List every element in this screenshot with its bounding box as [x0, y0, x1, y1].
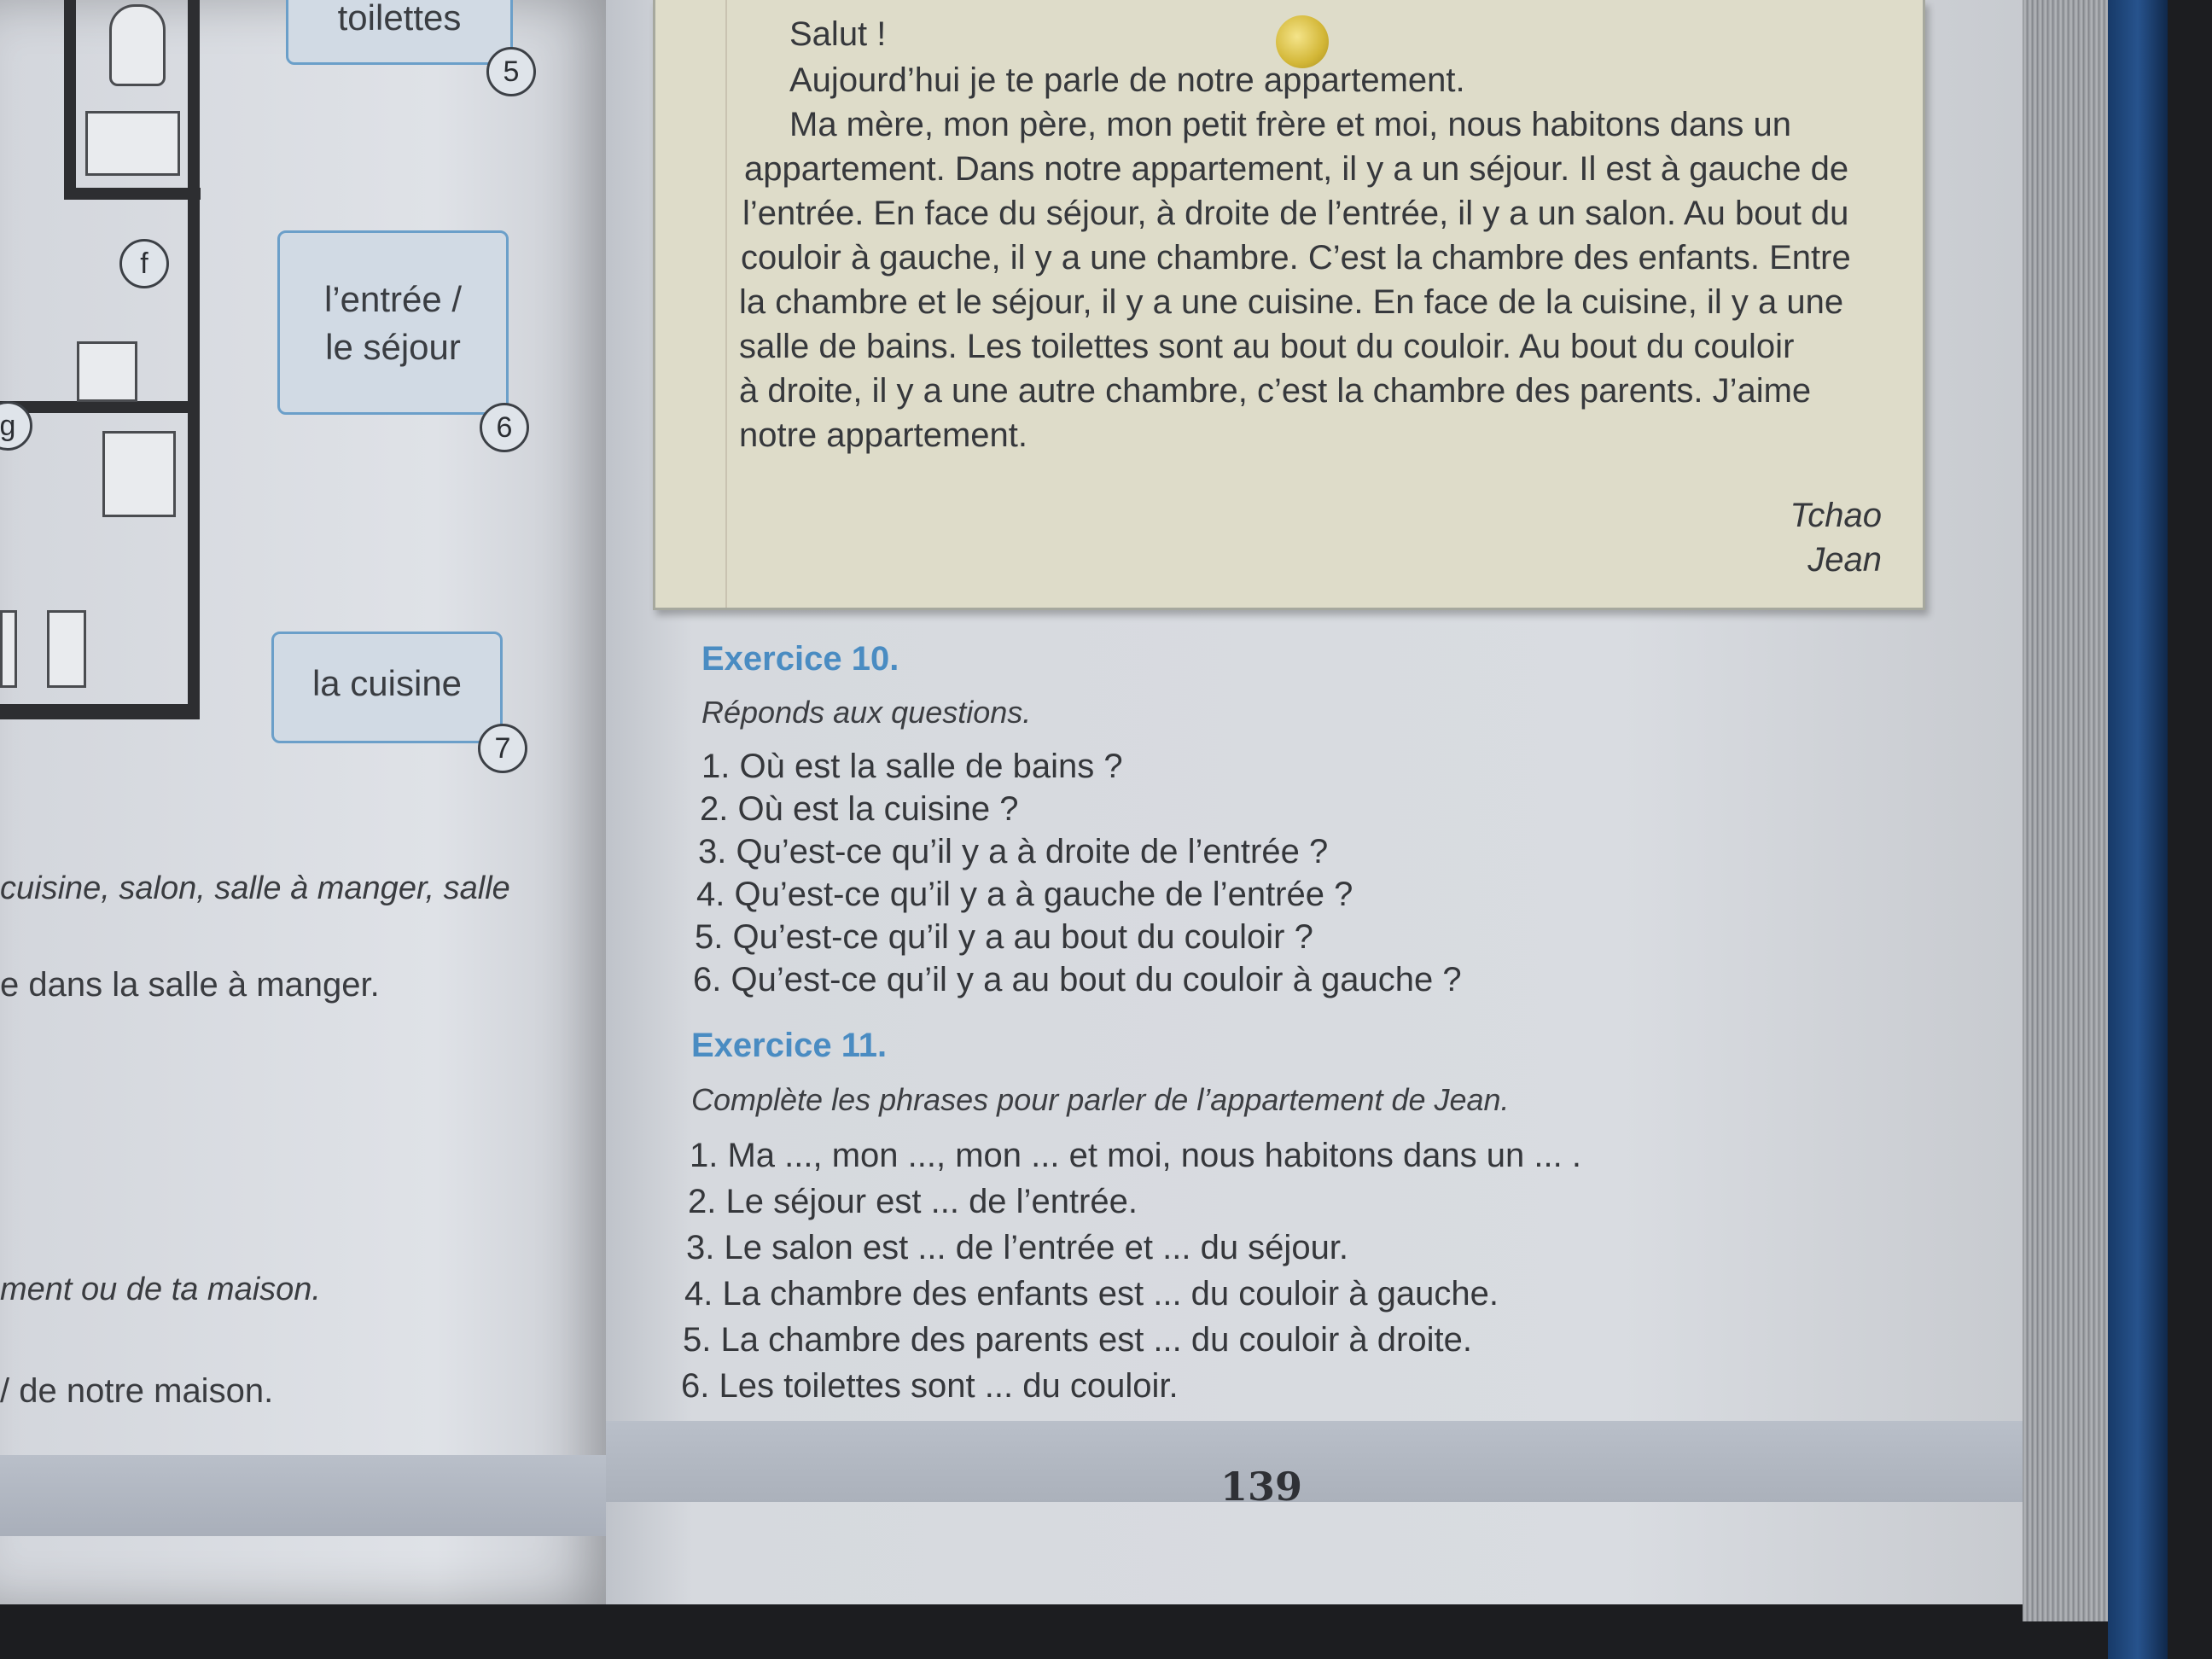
exercise-10-question: 6. Qu’est-ce qu’il y a au bout du couloir à gauche ? [693, 961, 1462, 998]
room-card-toilettes [286, 0, 513, 65]
letter-line: notre appartement. [739, 416, 1027, 454]
page-edges [2023, 0, 2116, 1621]
right-page-bottom-band [606, 1421, 2023, 1502]
letter-line: Ma mère, mon père, mon petit frère et moi, nous habitons dans un [789, 106, 1791, 143]
exercise-11-sentence: 4. La chambre des enfants est ... du couloir à gauche. [684, 1275, 1499, 1313]
letter-line: l’entrée. En face du séjour, à droite de l’entrée, il y a un salon. Au bout du [742, 195, 1849, 232]
toilet-fixture [109, 4, 166, 86]
letter-line: Aujourd’hui je te parle de notre appartement. [789, 61, 1465, 99]
card-number-6: 6 [480, 403, 529, 452]
card-number-5: 5 [486, 47, 536, 96]
plan-wall [188, 0, 200, 717]
room-card-cuisine [271, 632, 503, 743]
letter-closing: Tchao [1790, 497, 1882, 534]
card-label: la cuisine [311, 663, 463, 703]
counter-fixture [102, 431, 176, 517]
exercise-10-question: 2. Où est la cuisine ? [700, 790, 1019, 828]
left-text-line: / de notre maison. [0, 1372, 274, 1410]
appliance-fixture [77, 341, 137, 402]
plan-label-f: f [119, 239, 169, 288]
exercise-10-question: 4. Qu’est-ce qu’il y a à gauche de l’entrée ? [696, 876, 1353, 913]
left-page [0, 0, 623, 1604]
exercise-10-question: 1. Où est la salle de bains ? [701, 748, 1123, 785]
exercise-11-instruction: Complète les phrases pour parler de l’appartement de Jean. [691, 1082, 1510, 1117]
letter-line: salle de bains. Les toilettes sont au bout du couloir. Au bout du couloir [739, 328, 1795, 365]
card-label: le séjour [325, 327, 461, 367]
card-label: toilettes [337, 0, 462, 38]
room-card-entree-sejour [277, 230, 509, 415]
exercise-11-sentence: 1. Ma ..., mon ..., mon ... et moi, nous habitons dans un ... . [690, 1137, 1581, 1174]
exercise-11-title: Exercice 11. [691, 1027, 888, 1064]
plan-label-g: g [0, 401, 32, 451]
left-page-bottom-band [0, 1455, 623, 1536]
left-text-line: cuisine, salon, salle à manger, salle [0, 870, 510, 906]
book-cover-edge [2108, 0, 2168, 1659]
note-margin-line [725, 0, 727, 608]
stove-fixture [47, 610, 86, 688]
exercise-10-title: Exercice 10. [701, 640, 899, 678]
left-text-line: e dans la salle à manger. [0, 966, 380, 1004]
exercise-10-question: 3. Qu’est-ce qu’il y a à droite de l’entrée ? [698, 833, 1329, 870]
sink-fixture [0, 610, 17, 688]
exercise-11-sentence: 5. La chambre des parents est ... du couloir à droite. [683, 1321, 1472, 1359]
plan-wall [0, 401, 200, 413]
plan-wall [0, 704, 200, 719]
radiator-fixture [85, 111, 180, 176]
plan-wall [64, 0, 76, 196]
letter-line: à droite, il y a une autre chambre, c’est la chambre des parents. J’aime [739, 372, 1812, 410]
letter-line: couloir à gauche, il y a une chambre. C’est la chambre des enfants. Entre [741, 239, 1851, 276]
exercise-10-instruction: Réponds aux questions. [701, 695, 1032, 730]
exercise-10-question: 5. Qu’est-ce qu’il y a au bout du couloir ? [695, 918, 1313, 956]
card-number-7: 7 [478, 724, 527, 773]
exercise-11-sentence: 2. Le séjour est ... de l’entrée. [688, 1183, 1138, 1220]
letter-signature: Jean [1807, 541, 1882, 579]
exercise-11-sentence: 3. Le salon est ... de l’entrée et ... du séjour. [686, 1229, 1349, 1266]
page-number: 139 [1220, 1464, 1303, 1510]
letter-line: appartement. Dans notre appartement, il y a un séjour. Il est à gauche de [744, 150, 1849, 188]
letter-greeting: Salut ! [789, 15, 887, 53]
left-text-line: ment ou de ta maison. [0, 1272, 321, 1307]
card-label: l’entrée / [323, 279, 463, 319]
pushpin-icon [1276, 15, 1329, 68]
letter-line: la chambre et le séjour, il y a une cuisine. En face de la cuisine, il y a une [739, 283, 1844, 321]
plan-wall [64, 188, 201, 200]
exercise-11-sentence: 6. Les toilettes sont ... du couloir. [681, 1367, 1179, 1405]
